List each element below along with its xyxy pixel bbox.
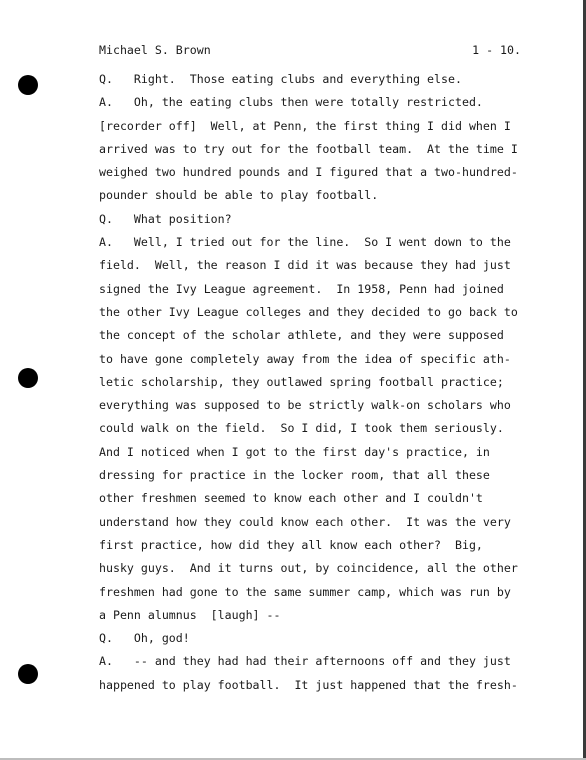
transcript-line: happened to play football. It just happened that the fresh- [99, 677, 518, 692]
transcript-line: field. Well, the reason I did it was because they had just [99, 258, 511, 273]
transcript-line: And I noticed when I got to the first day's practice, in [99, 444, 490, 459]
transcript-line: [recorder off] Well, at Penn, the first thing I did when I [99, 118, 511, 133]
page-header [99, 39, 521, 61]
transcript-line: a Penn alumnus [laugh] -- [99, 607, 281, 622]
transcript-line: Q. Oh, god! [99, 631, 190, 646]
transcript-line: the other Ivy League colleges and they decided to go back to [99, 304, 518, 319]
transcript-line: freshmen had gone to the same summer camp, which was run by [99, 584, 511, 599]
interviewee-name: Michael S. Brown [99, 43, 211, 57]
transcript-line: other freshmen seemed to know each other and I couldn't [99, 491, 483, 506]
transcript-line: everything was supposed to be strictly walk-on scholars who [99, 398, 511, 413]
transcript-line: to have gone completely away from the idea of specific ath- [99, 351, 511, 366]
transcript-line: signed the Ivy League agreement. In 1958, Penn had joined [99, 281, 504, 296]
transcript-line: arrived was to try out for the football team. At the time I [99, 141, 518, 156]
transcript-line: dressing for practice in the locker room, that all these [99, 468, 490, 483]
punch-hole-bottom [18, 664, 38, 684]
transcript-line: Q. Right. Those eating clubs and everything else. [99, 72, 462, 86]
transcript-line: first practice, how did they all know each other? Big, [99, 537, 483, 552]
transcript-line: weighed two hundred pounds and I figured that a two-hundred- [99, 165, 518, 180]
punch-hole-middle [18, 368, 38, 388]
transcript-line: understand how they could know each other. It was the very [99, 514, 511, 529]
transcript-line: could walk on the field. So I did, I took them seriously. [99, 421, 504, 436]
transcript-line: husky guys. And it turns out, by coincidence, all the other [99, 561, 518, 576]
transcript-body [99, 68, 529, 697]
page-number: 1 - 10. [472, 43, 521, 57]
transcript-line: pounder should be able to play football. [99, 188, 379, 203]
transcript-line: A. Well, I tried out for the line. So I went down to the [99, 235, 511, 250]
transcript-line: Q. What position? [99, 211, 232, 226]
punch-hole-top [18, 75, 38, 95]
transcript-line: A. -- and they had had their afternoons off and they just [99, 654, 511, 669]
transcript-line: A. Oh, the eating clubs then were totally restricted. [99, 95, 483, 110]
transcript-line: letic scholarship, they outlawed spring football practice; [99, 374, 504, 389]
transcript-line: the concept of the scholar athlete, and they were supposed [99, 328, 504, 343]
